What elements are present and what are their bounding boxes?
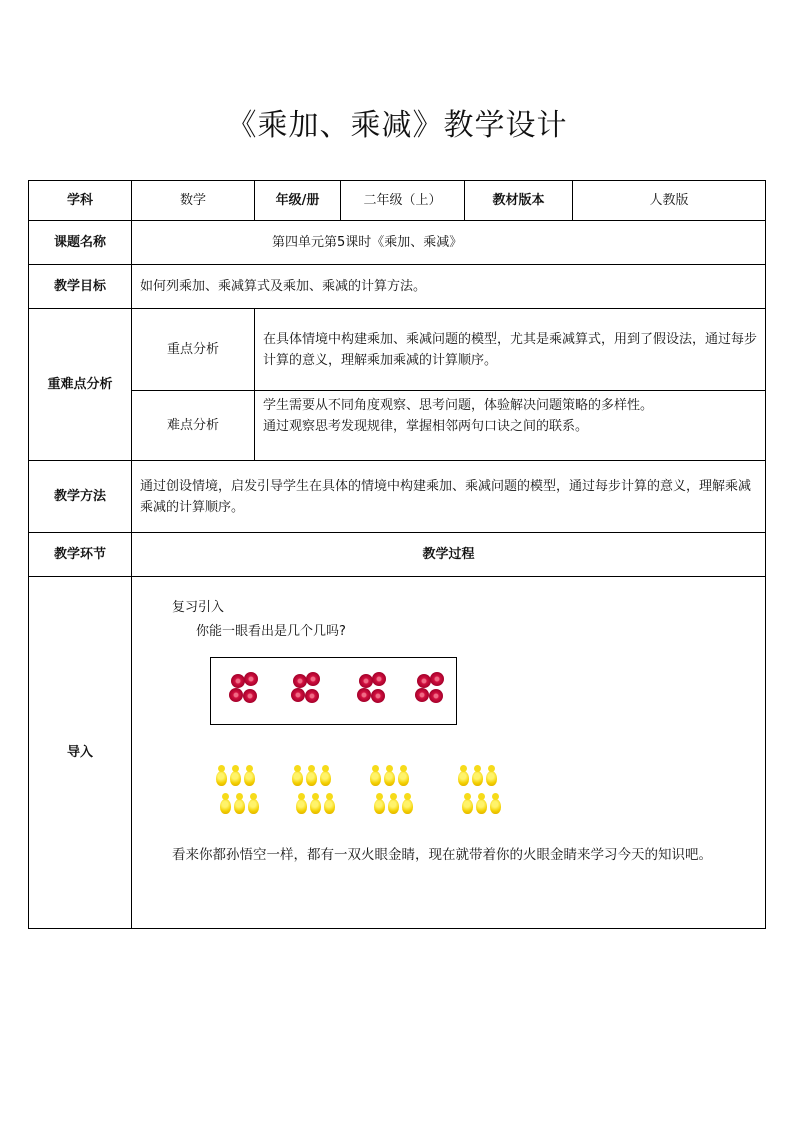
intro-row: [29, 577, 766, 929]
edition-label: 教材版本: [465, 181, 573, 221]
chick-group: [370, 765, 420, 825]
analysis-label: 重难点分析: [29, 309, 132, 461]
closing-text: 看来你都孙悟空一样，都有一双火眼金睛，现在就带着你的火眼金睛来学习今天的知识吧。: [172, 847, 712, 863]
chick-group: [292, 765, 342, 825]
topic-value: 第四单元第5课时《乘加、乘减》: [132, 221, 766, 265]
key-analysis-row: [29, 309, 766, 391]
key-text: 在具体情境中构建乘加、乘减问题的模型，尤其是乘减算式，用到了假设法，通过每步计算的意义，理解乘加乘减的计算顺序。: [255, 309, 766, 391]
difficulty-row: [29, 391, 766, 461]
flower-group: [229, 672, 259, 706]
flower-group: [357, 672, 387, 706]
review-label: 复习引入: [172, 600, 225, 615]
goal-value: 如何列乘加、乘减算式及乘加、乘减的计算方法。: [132, 265, 766, 309]
lesson-plan-table: [28, 180, 766, 929]
flower-group: [415, 672, 445, 706]
goal-row: [29, 265, 766, 309]
stage-header: 教学环节: [29, 533, 132, 577]
edition-value: 人教版: [573, 181, 766, 221]
goal-label: 教学目标: [29, 265, 132, 309]
key-label: 重点分析: [132, 309, 255, 391]
chick-group: [216, 765, 266, 825]
method-value: 通过创设情境，启发引导学生在具体的情境中构建乘加、乘减问题的模型，通过每步计算的意义，理解乘减乘减的计算顺序。: [132, 461, 766, 533]
topic-row: [29, 221, 766, 265]
grade-value: 二年级（上）: [341, 181, 465, 221]
method-row: [29, 461, 766, 533]
difficulty-text: 学生需要从不同角度观察、思考问题，体验解决问题策略的多样性。 通过观察思考发现规律，掌握相邻两句口诀之间的联系。: [255, 391, 766, 461]
method-label: 教学方法: [29, 461, 132, 533]
intro-question: 你能一眼看出是几个几吗?: [196, 624, 346, 639]
flower-illustration: [210, 657, 457, 725]
subject-value: 数学: [132, 181, 255, 221]
difficulty-label: 难点分析: [132, 391, 255, 461]
process-header-row: [29, 533, 766, 577]
intro-stage: 导入: [29, 577, 132, 929]
subject-label: 学科: [29, 181, 132, 221]
grade-label: 年级/册: [255, 181, 341, 221]
process-header: 教学过程: [132, 533, 766, 577]
document-title: 《乘加、乘减》教学设计: [226, 108, 568, 143]
topic-label: 课题名称: [29, 221, 132, 265]
flower-group: [291, 672, 321, 706]
intro-content: [132, 577, 766, 929]
chick-group: [458, 765, 508, 825]
info-row: [29, 181, 766, 221]
